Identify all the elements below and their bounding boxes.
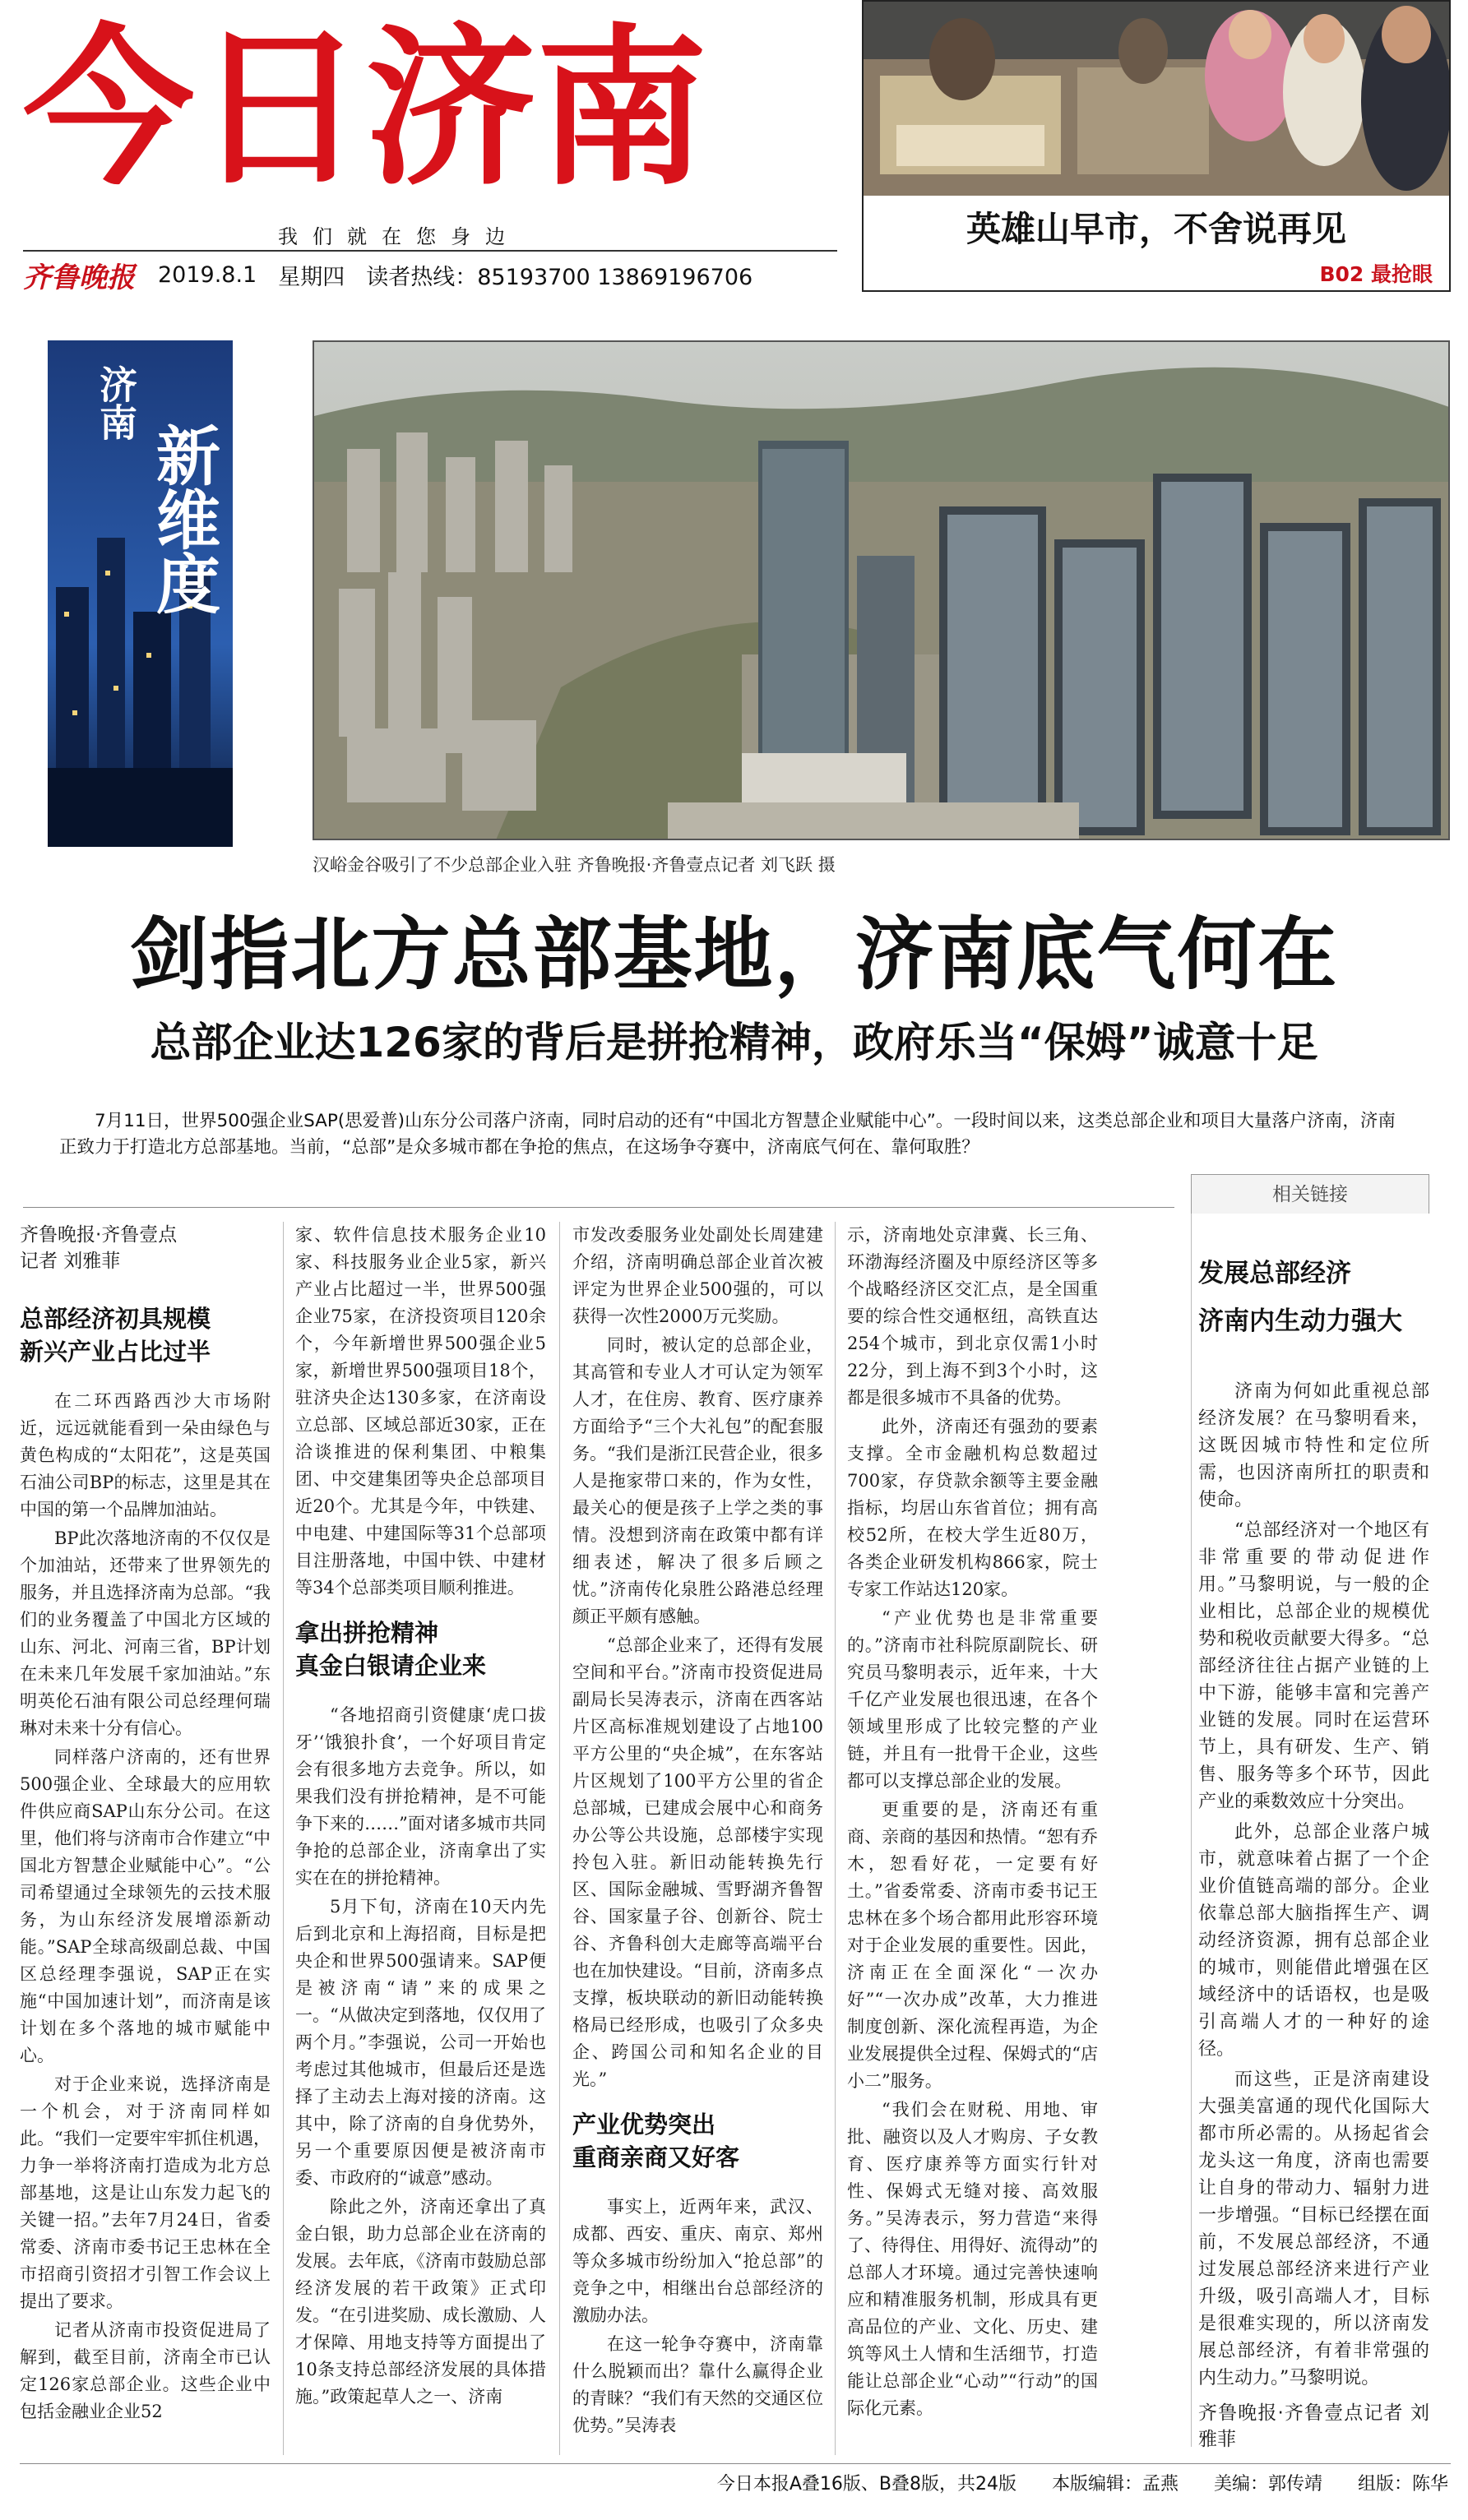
edition-count: 今日本报A叠16版、B叠8版，共24版 [716, 2474, 1016, 2495]
sidebar-paragraph: “总部经济对一个地区有非常重要的带动促进作用。”马黎明说，与一般的企业相比，总部企业的规模优势和税收贡献要大得多。“总部经济往往占据产业链的上中下游，能够丰富和完善产业链的发展。同时在运营环节上，具有研发、生产、销售、服务等多个环节，因此产业的乘数效应十分突出。 [1198, 1520, 1429, 1812]
column-divider [835, 1222, 836, 2455]
section-heading-1: 总部经济初具规模 新兴产业占比过半 [20, 1305, 211, 1366]
sidebar-paragraph: 而这些，正是济南建设大强美富通的现代化国际大都市所必需的。从扬起省会龙头这一角度，济南也需要让自身的带动力、辐射力进一步增强。“目标已经摆在面前，不发展总部经济，不通过发展总部经济来进行产业升级，吸引高端人才，目标是很难实现的，所以济南发展总部经济，有着非常强的内生动力。”马黎明说。 [1198, 2069, 1429, 2388]
column-banner-name: 新维度 [146, 423, 220, 615]
body-paragraph: 家、软件信息技术服务企业10家、科技服务业企业5家，新兴产业占比超过一半，世界500强企业75家，在济投资项目120余个，今年新增世界500强企业5家，新增世界500强项目18个，驻济央企达130多家，在济南设立总部、区域总部近30家，正在洽谈推进的保利集团、中粮集团、中交建集团等央企总部项目近20个。尤其是今年，中铁建、中电建、中建国际等31个总部项目注册落地，中国中铁、中建材等34个总部类项目顺利推进。 [295, 1225, 546, 1598]
photo-caption: 汉峪金谷吸引了不少总部企业入驻 齐鲁晚报·齐鲁壹点记者 刘飞跃 摄 [313, 855, 836, 875]
body-paragraph: 5月下旬，济南在10天内先后到北京和上海招商，目标是把央企和世界500强请来。SAP便是被济南“请”来的成果之一。“从做决定到落地，仅仅用了两个月。”李强说，公司一开始也考虑过其他城市，但最后还是选择了主动去上海对接的济南。这其中，除了济南的自身优势外，另一个重要原因便是被济南市委、市政府的“诚意”感动。 [295, 1897, 546, 2188]
promo-page-tag: B02 最抢眼 [1319, 262, 1433, 286]
masthead [23, 10, 854, 294]
promo-box[interactable] [862, 0, 1451, 292]
page-designer: 美编：郭传靖 [1213, 2474, 1322, 2495]
article-byline: 齐鲁晚报·齐鲁壹点 记者 刘雅菲 [20, 1224, 178, 1272]
body-paragraph: 市发改委服务业处副处长周建建介绍，济南明确总部企业首次被评定为世界企业500强的，可以获得一次性2000万元奖励。 [572, 1225, 823, 1326]
reader-hotline: 读者热线：85193700 13869196706 [366, 264, 753, 290]
feature-photo-block [48, 340, 1450, 848]
page-footer [688, 2470, 1448, 2495]
body-paragraph: 对于企业来说，选择济南是一个机会，对于济南同样如此。“我们一定要牢牢抓住机遇，力争一举将济南打造成为北方总部基地，这是让山东发力起飞的关键一招。”去年7月24日，省委常委、济南市委书记王忠林在全市招商引资招才引智工作会议上提出了要求。 [20, 2074, 271, 2311]
column-divider [283, 1222, 284, 2455]
body-paragraph: 事实上，近两年来，武汉、成都、西安、重庆、南京、郑州等众多城市纷纷加入“抢总部”的竞争之中，相继出台总部经济的激励办法。 [572, 2197, 823, 2325]
sub-headline: 总部企业达126家的背后是拼抢精神，政府乐当“保姆”诚意十足 [150, 1019, 1318, 1066]
page-editor: 本版编辑：孟燕 [1051, 2474, 1179, 2495]
sidebar-title-line-1: 发展总部经济 [1198, 1259, 1351, 1288]
related-article-sidebar [1191, 1214, 1429, 2450]
article-column-3 [572, 1222, 823, 2463]
related-links-tab[interactable]: 相关链接 [1191, 1174, 1429, 1214]
column-banner [48, 340, 233, 847]
promo-title: 英雄山早市，不舍说再见 [966, 209, 1346, 249]
city-skyline-graphic [314, 342, 1450, 840]
sidebar-paragraph: 济南为何如此重视总部经济发展？在马黎明看来，这既因城市特性和定位所需，也因济南所扛的职责和使命。 [1198, 1381, 1429, 1510]
page-layout: 组版：陈华 [1357, 2474, 1448, 2495]
article-column-4 [847, 1222, 1098, 2463]
sidebar-paragraph: 此外，总部企业落户城市，就意味着占据了一个企业价值链高端的部分。企业依靠总部大脑指挥生产、调动经济资源，拥有总部企业的城市，则能借此增强在区域经济中的话语权，也是吸引高端人才的一种好的途径。 [1198, 1822, 1429, 2060]
body-paragraph: “各地招商引资健康‘虎口拔牙’‘饿狼扑食’，一个好项目肯定会有很多地方去竞争。所以，如果我们没有拼抢精神，是不可能争下来的……”面对诸多城市共同争抢的总部企业，济南拿出了实实在在的拼抢精神。 [295, 1705, 546, 1888]
column-banner-city: 济南 [94, 365, 138, 441]
body-paragraph: 同样落户济南的，还有世界500强企业、全球最大的应用软件供应商SAP山东分公司。在这里，他们将与济南市合作建立“中国北方智慧企业赋能中心”。“公司希望通过全球领先的云技术服务，为山东经济发展增添新动能。”SAP全球高级副总裁、中国区总经理李强说，SAP正在实施“中国加速计划”，而济南是该计划在多个落地的城市赋能中心。 [20, 1747, 271, 2065]
body-paragraph: “总部企业来了，还得有发展空间和平台。”济南市投资促进局副局长吴涛表示，济南在西客站片区高标准规划建设了占地100平方公里的“央企城”，在东客站片区规划了100平方公里的省企总部城，已建成会展中心和商务办公等公共设施，总部楼宇实现拎包入驻。新旧动能转换先行区、国际金融城、雪野湖齐鲁智谷、国家量子谷、创新谷、院士谷、齐鲁科创大走廊等高端平台也在加快建设。“目前，济南多点支撑，板块联动的新旧动能转换格局已经形成，也吸引了众多央企、跨国公司和知名企业的目光。” [572, 1635, 823, 2089]
article-column-1 [20, 1222, 271, 2463]
section-heading-2: 拿出拼抢精神 真金白银请企业来 [295, 1619, 487, 1680]
sidebar-title-line-2: 济南内生动力强大 [1198, 1306, 1402, 1336]
morning-market-photo [864, 2, 1449, 196]
body-paragraph: 记者从济南市投资促进局了解到，截至目前，济南全市已认定126家总部企业。这些企业中包括金融业企业52 [20, 2320, 271, 2421]
section-heading-3: 产业优势突出 重商亲商又好客 [572, 2111, 740, 2171]
body-paragraph: 在这一轮争夺赛中，济南靠什么脱颖而出？靠什么赢得企业的青睐？“我们有天然的交通区位优势。”吴涛表 [572, 2334, 823, 2435]
footer-divider [20, 2463, 1451, 2464]
body-paragraph: “产业优势也是非常重要的。”济南市社科院原副院长、研究员马黎明表示，近年来，十大千亿产业发展也很迅速，在各个领域里形成了比较完整的产业链，并且有一批骨干企业，这些都可以支撑总部企业的发展。 [847, 1608, 1098, 1791]
newspaper-title: 今日济南 [23, 10, 707, 209]
lead-divider [23, 1207, 1174, 1208]
sidebar-byline: 齐鲁晚报·齐鲁壹点记者 刘雅菲 [1198, 2402, 1429, 2450]
newspaper-slogan: 我们就在您身边 [278, 225, 520, 248]
issue-weekday: 星期四 [278, 264, 345, 290]
masthead-info-bar [23, 257, 753, 293]
body-paragraph: 此外，济南还有强劲的要素支撑。全市金融机构总数超过700家，存贷款余额等主要金融指标，均居山东省首位；拥有高校52所，在校大学生近80万，各类企业研发机构866家，院士专家工作站达120家。 [847, 1417, 1098, 1599]
hanyu-financial-valley-photo [313, 340, 1450, 840]
body-paragraph: 同时，被认定的总部企业，其高管和专业人才可认定为领军人才，在住房、教育、医疗康养方面给予“三个大礼包”的配套服务。“我们是浙江民营企业，很多人是拖家带口来的，作为女性，最关心的便是孩子上学之类的事情。没想到济南在政策中都有详细表述，解决了很多后顾之忧。”济南传化泉胜公路港总经理颜正平颇有感触。 [572, 1335, 823, 1626]
morning-market-photo-graphic [864, 2, 1449, 196]
issue-date: 2019.8.1 [158, 261, 257, 288]
body-paragraph: 示，济南地处京津冀、长三角、环渤海经济圈及中原经济区等多个战略经济区交汇点，是全国重要的综合性交通枢纽，高铁直达254个城市，到北京仅需1小时22分，到上海不到3个小时，这都是很多城市不具备的优势。 [847, 1225, 1098, 1408]
body-paragraph: 除此之外，济南还拿出了真金白银，助力总部企业在济南的发展。去年底，《济南市鼓励总部经济发展的若干政策》正式印发。“在引进奖励、成长激励、人才保障、用地支持等方面提出了10条支持总部经济发展的具体措施。”政策起草人之一、济南 [295, 2197, 546, 2407]
body-paragraph: 在二环西路西沙大市场附近，远远就能看到一朵由绿色与黄色构成的“太阳花”，这是英国石油公司BP的标志，这里是其在中国的第一个品牌加油站。 [20, 1391, 271, 1519]
sidebar-title [1198, 1250, 1429, 1345]
column-divider [559, 1222, 560, 2455]
body-paragraph: “我们会在财税、用地、审批、融资以及人才购房、子女教育、医疗康养等方面实行针对性、保姆式无缝对接、高效服务。”吴涛表示，努力营造“来得了、待得住、用得好、流得动”的总部人才环境。通过完善快速响应和精准服务机制，形成具有更高品位的产业、文化、历史、建筑等风土人情和生活细节，打造能让总部企业“心动”“行动”的国际化元素。 [847, 2100, 1098, 2418]
body-paragraph: BP此次落地济南的不仅仅是个加油站，还带来了世界领先的服务，并且选择济南为总部。“我们的业务覆盖了中国北方区域的山东、河北、河南三省，BP计划在未来几年发展千家加油站。”东明英伦石油有限公司总经理何瑞琳对未来十分有信心。 [20, 1528, 271, 1738]
body-paragraph: 更重要的是，济南还有重商、亲商的基因和热情。“恕有乔木，恕看好花，一定要有好土。”省委常委、济南市委书记王忠林在多个场合都用此形容环境对于企业发展的重要性。因此，济南正在全面深化“一次办好”“一次办成”改革，大力推进制度创新、深化流程再造，为企业发展提供全过程、保姆式的“店小二”服务。 [847, 1800, 1098, 2091]
main-headline: 剑指北方总部基地，济南底气何在 [129, 909, 1339, 1001]
qilu-evening-news-logo: 齐鲁晚报 [23, 261, 135, 294]
article-column-2 [295, 1222, 546, 2463]
masthead-divider [23, 250, 837, 252]
lead-paragraph: 7月11日，世界500强企业SAP(思爱普)山东分公司落户济南，同时启动的还有“中国北方智慧企业赋能中心”。一段时间以来，这类总部企业和项目大量落户济南，济南正致力于打造北方总部基地。当前，“总部”是众多城市都在争抢的焦点，在这场争夺赛中，济南底气何在、靠何取胜？ [59, 1111, 1396, 1158]
